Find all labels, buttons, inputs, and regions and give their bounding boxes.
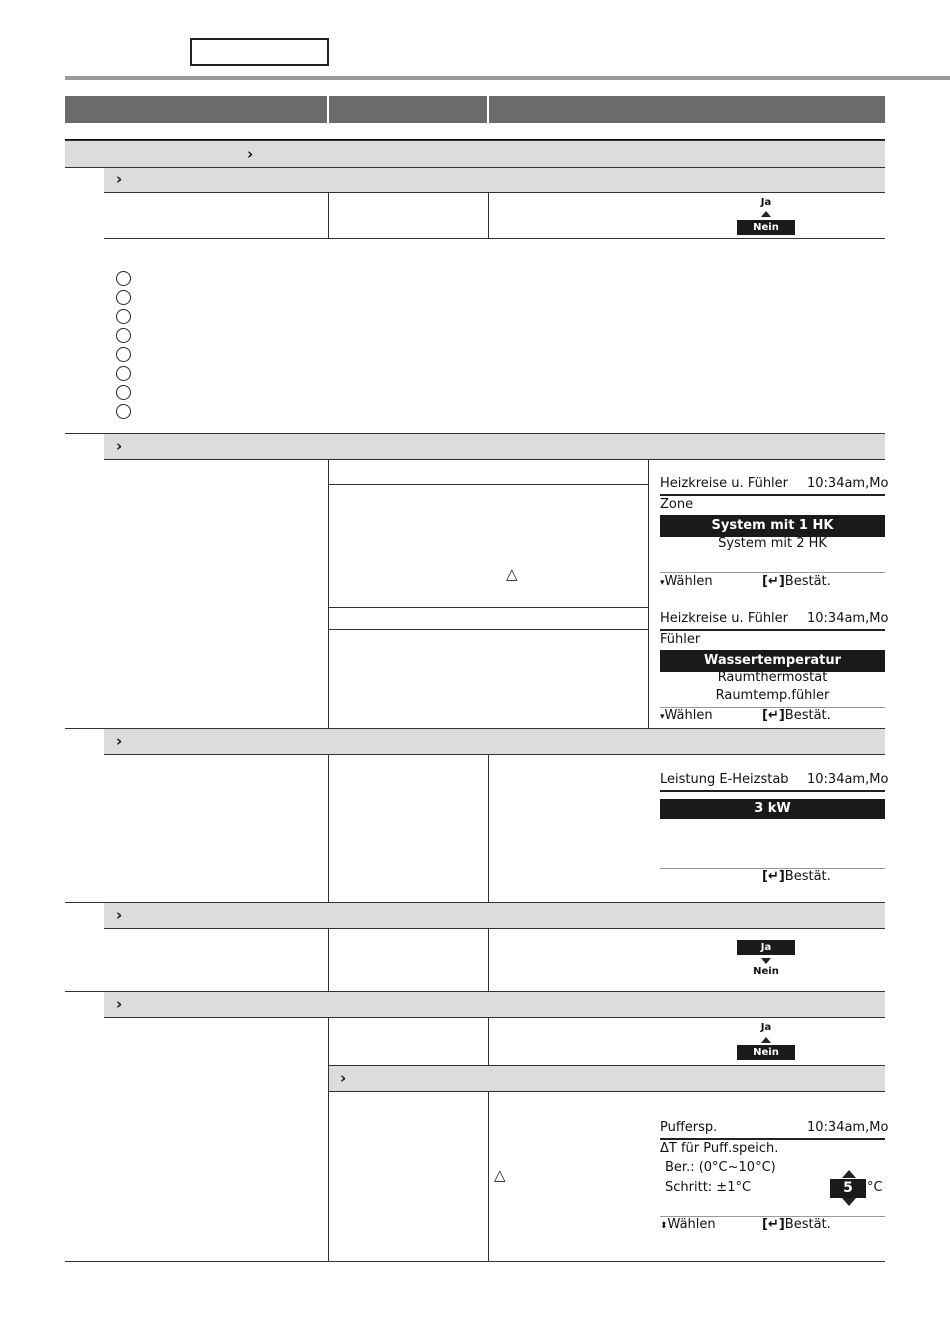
confirm-label: Bestät.: [784, 708, 831, 723]
table-bottom-rule: [65, 1261, 885, 1262]
chevron-right-icon: ›: [116, 995, 123, 1013]
screen-title: Puffersp.: [660, 1120, 718, 1135]
value-display[interactable]: 5: [830, 1179, 866, 1198]
circle-marker-icon: [116, 366, 131, 381]
confirm-label: Bestät.: [784, 869, 831, 884]
chevron-right-icon: ›: [116, 170, 123, 188]
range-text: Ber.: (0°C~10°C): [665, 1160, 776, 1175]
select-softkey: [660, 708, 713, 723]
step-text: Schritt: ±1°C: [665, 1180, 752, 1195]
circle-marker-icon: [116, 290, 131, 305]
divider: [488, 929, 489, 991]
subsection-band-c: [104, 728, 885, 755]
divider: [328, 460, 329, 728]
screen-time: 10:34am,Mo: [807, 772, 889, 787]
chevron-right-icon: ›: [340, 1069, 347, 1087]
select-softkey: [660, 574, 713, 589]
enter-key-icon: [↵]: [762, 708, 785, 723]
screen-title: Heizkreise u. Fühler: [660, 611, 789, 626]
screen-time: 10:34am,Mo: [807, 476, 889, 491]
arrow-down-icon: ▾: [660, 712, 665, 722]
toggle-nein-label: Nein: [753, 966, 779, 977]
cell-rule: [329, 484, 649, 485]
circle-marker-icon: [116, 309, 131, 324]
header-label-box: [190, 38, 329, 66]
divider: [488, 1018, 489, 1066]
divider: [488, 193, 489, 239]
confirm-label: Bestät.: [784, 1217, 831, 1232]
subsection-band-f: [329, 1065, 885, 1092]
subsection-band-b: [104, 433, 885, 460]
divider: [328, 1018, 329, 1262]
chevron-right-icon: ›: [116, 906, 123, 924]
toggle-ja-label: Ja: [760, 1022, 772, 1033]
toggle-ja-selected[interactable]: Ja: [737, 940, 795, 955]
column-header-2: [329, 96, 487, 123]
select-softkey: [660, 1217, 716, 1232]
warning-triangle-icon: △: [506, 565, 518, 583]
subsection-band-d: [104, 902, 885, 929]
arrow-down-icon: [761, 958, 771, 964]
column-header-1: [65, 96, 327, 123]
arrow-up-icon: [761, 211, 771, 217]
screen-selected-option[interactable]: 3 kW: [660, 799, 885, 819]
column-header-3: [489, 96, 885, 123]
circle-marker-icon: [116, 385, 131, 400]
warning-triangle-icon: △: [494, 1166, 506, 1184]
screen-rule: [660, 494, 885, 496]
screen-title: Leistung E-Heizstab: [660, 772, 789, 787]
screen-selected-option[interactable]: System mit 1 HK: [660, 515, 885, 537]
screen-rule: [660, 1138, 885, 1140]
circle-marker-icon: [116, 404, 131, 419]
unit-label: °C: [867, 1180, 883, 1195]
select-label: Wählen: [667, 1217, 716, 1232]
divider: [488, 1092, 489, 1262]
arrow-down-icon[interactable]: [842, 1198, 856, 1206]
screen-rule: [660, 629, 885, 631]
screen-subtitle: Zone: [660, 497, 694, 512]
divider: [648, 460, 649, 728]
arrow-up-down-icon: ⬍: [660, 1221, 668, 1231]
confirm-label: Bestät.: [784, 574, 831, 589]
enter-key-icon: [↵]: [762, 1217, 785, 1232]
screen-time: 10:34am,Mo: [807, 1120, 889, 1135]
cell-rule: [329, 629, 649, 630]
circle-marker-icon: [116, 328, 131, 343]
toggle-ja-label: Ja: [760, 197, 772, 208]
screen-option[interactable]: System mit 2 HK: [718, 536, 827, 551]
circle-marker-icon: [116, 271, 131, 286]
section-band-main: [65, 140, 885, 168]
confirm-softkey: [762, 869, 831, 884]
arrow-down-icon: ▾: [660, 578, 665, 588]
cell-rule: [329, 607, 649, 608]
arrow-up-icon: [761, 1037, 771, 1043]
screen-selected-option[interactable]: Wassertemperatur: [660, 650, 885, 672]
screen-time: 10:34am,Mo: [807, 611, 889, 626]
screen-rule: [660, 790, 885, 792]
confirm-softkey: [762, 708, 831, 723]
arrow-up-icon[interactable]: [842, 1170, 856, 1178]
toggle-nein-selected[interactable]: Nein: [737, 1045, 795, 1060]
screen-option[interactable]: Raumtemp.fühler: [715, 688, 830, 703]
select-label: Wählen: [664, 708, 713, 723]
row-rule: [104, 238, 885, 239]
toggle-nein-selected[interactable]: Nein: [737, 220, 795, 235]
divider: [328, 193, 329, 239]
screen-option[interactable]: Raumthermostat: [717, 670, 828, 685]
circle-marker-icon: [116, 347, 131, 362]
chevron-right-icon: ›: [247, 145, 254, 163]
divider: [328, 929, 329, 991]
enter-key-icon: [↵]: [762, 869, 785, 884]
divider: [488, 755, 489, 902]
divider: [328, 755, 329, 902]
chevron-right-icon: ›: [116, 732, 123, 750]
header-rule: [65, 76, 950, 80]
subsection-band-e: [104, 991, 885, 1018]
screen-subtitle: ΔT für Puff.speich.: [660, 1141, 779, 1156]
screen-title: Heizkreise u. Fühler: [660, 476, 789, 491]
screen-rule: [660, 572, 885, 573]
select-label: Wählen: [664, 574, 713, 589]
subsection-band-a: [104, 167, 885, 193]
confirm-softkey: [762, 574, 831, 589]
confirm-softkey: [762, 1217, 831, 1232]
screen-subtitle: Fühler: [660, 632, 701, 647]
chevron-right-icon: ›: [116, 437, 123, 455]
enter-key-icon: [↵]: [762, 574, 785, 589]
